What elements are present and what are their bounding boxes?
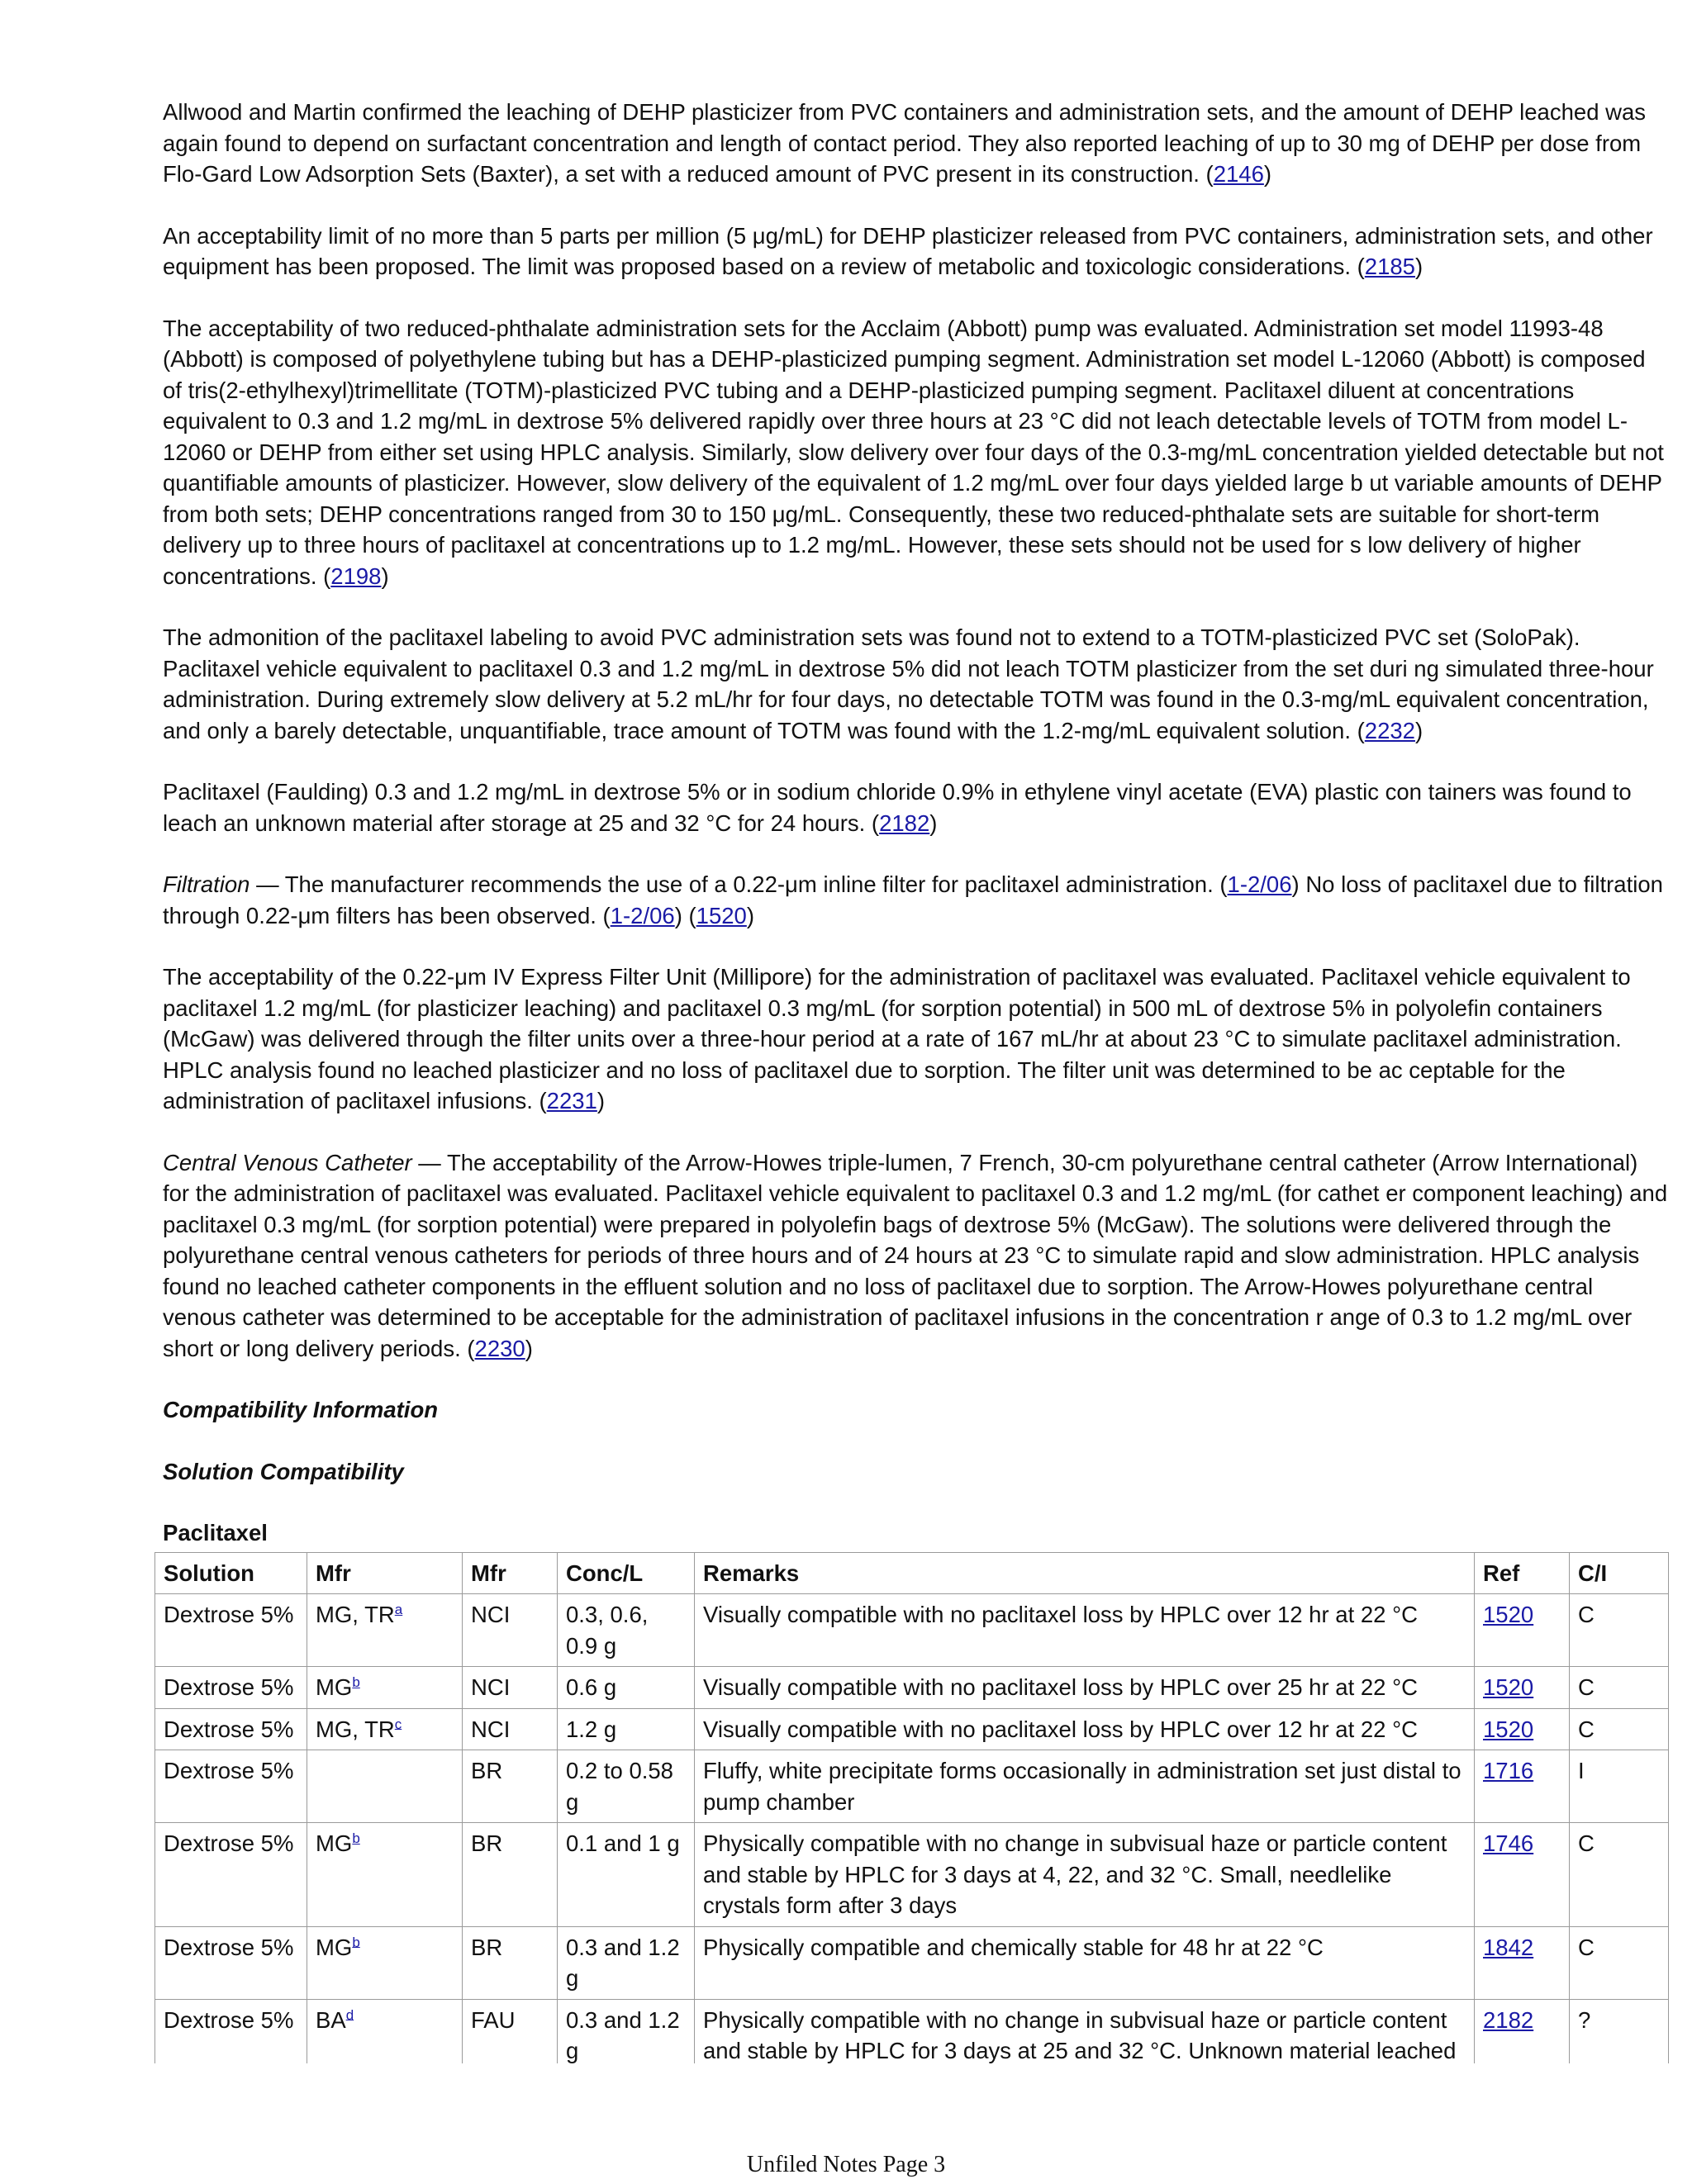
- paragraph-totm-set: [163, 622, 1668, 746]
- cell-mfr: [307, 1999, 463, 2072]
- mfr-text: BA: [316, 2006, 346, 2033]
- paragraph-tail: ): [1414, 254, 1423, 279]
- table-row: [155, 1823, 1669, 1927]
- paragraph-text: Allwood and Martin confirmed the leaching of DEHP plasticizer from PVC containers and administration sets, and the amount of DEHP leached was again found to depend on surfactant concentration and length of contact period. They also reported leaching of up to 30 mg of DEHP per dose from Flo-Gard Low Adsorption Sets (Baxter), a set with a reduced amount of PVC present in its construction. (: [163, 99, 1647, 187]
- cell-solution: Dextrose 5%: [155, 1708, 307, 1750]
- reference-link[interactable]: 2146: [1213, 161, 1264, 187]
- paragraph-text: Paclitaxel (Faulding) 0.3 and 1.2 mg/mL in dextrose 5% or in sodium chloride 0.9% in ethylene vinyl acetate (EVA) plastic con tainers was found to leach an unknown material after storage at 25 and 32 °C for 24 hours. (: [163, 779, 1632, 836]
- paragraph-tail: ): [596, 1088, 606, 1113]
- reference-link[interactable]: 1746: [1483, 1830, 1534, 1856]
- cvc-lead: Central Venous Catheter: [163, 1149, 412, 1175]
- table-row: [155, 1594, 1669, 1667]
- cell-ref: [1475, 1594, 1570, 1667]
- reference-link[interactable]: 1520: [1483, 1602, 1534, 1627]
- column-header-solution: Solution: [155, 1552, 307, 1594]
- paragraph-tail: ): [1263, 161, 1272, 187]
- cell-mfr: FAU: [463, 1999, 558, 2072]
- cell-remarks: Physically compatible with no change in subvisual haze or particle content and stable by HPLC for 3 days at 4, 22, and 32 °C. Small, needlelike crystals form after 3 days: [695, 1823, 1475, 1927]
- paragraph-tail: ): [381, 563, 389, 589]
- cell-conc: 0.3 and 1.2 g: [558, 1999, 695, 2072]
- paragraph-tail: ): [1414, 717, 1423, 743]
- paragraph-tail: ): [929, 810, 938, 836]
- cell-conc: 0.2 to 0.58 g: [558, 1750, 695, 1823]
- paragraph-dehp-leaching: [163, 97, 1668, 190]
- cell-mfr: [307, 1667, 463, 1709]
- cell-mfr: [307, 1594, 463, 1667]
- cell-solution: Dextrose 5%: [155, 1926, 307, 1999]
- cell-mfr: BR: [463, 1926, 558, 1999]
- reference-link[interactable]: 2185: [1364, 254, 1415, 279]
- cell-mfr: NCI: [463, 1594, 558, 1667]
- cell-mfr: BR: [463, 1823, 558, 1927]
- cell-ci: C: [1570, 1667, 1669, 1709]
- cell-solution: Dextrose 5%: [155, 1667, 307, 1709]
- table-title: Paclitaxel: [163, 1520, 268, 1545]
- footnote-marker: [352, 1674, 359, 1690]
- paragraph-text: ) (: [674, 902, 696, 928]
- reference-link[interactable]: 1520: [1483, 1716, 1534, 1742]
- cell-mfr: NCI: [463, 1708, 558, 1750]
- filtration-lead: Filtration: [163, 871, 250, 897]
- cell-mfr: [307, 1926, 463, 1999]
- paragraph-text: The admonition of the paclitaxel labeling to avoid PVC administration sets was found not to extend to a TOTM-plasticized PVC set (SoloPak). Paclitaxel vehicle equivalent to paclitaxel 0.3 and 1.2 mg/mL in dextrose 5% did not leach TOTM plasticizer from the set duri ng simulated three-hour administration. During extremely slow delivery at 5.2 mL/hr for four days, no detectable TOTM was found in the 0.3-mg/mL equivalent concentration, and only a barely detectable, unquantifiable, trace amount of TOTM was found with the 1.2-mg/mL equivalent solution. (: [163, 624, 1654, 743]
- table-row: [155, 1926, 1669, 1999]
- column-header-mfr: Mfr: [307, 1552, 463, 1594]
- cell-mfr: NCI: [463, 1667, 558, 1709]
- document-body: [163, 97, 1668, 2072]
- column-header-mfr: Mfr: [463, 1552, 558, 1594]
- mfr-text: MG: [316, 1830, 353, 1856]
- cell-conc: 0.6 g: [558, 1667, 695, 1709]
- cell-ref: [1475, 1926, 1570, 1999]
- reference-link[interactable]: 1520: [1483, 1674, 1534, 1700]
- reference-link[interactable]: 2182: [1483, 2006, 1534, 2033]
- cell-conc: 0.1 and 1 g: [558, 1823, 695, 1927]
- mfr-text: MG: [316, 1674, 353, 1700]
- table-body: [155, 1594, 1669, 2072]
- cell-remarks: Physically compatible with no change in subvisual haze or particle content and stable by HPLC for 3 days at 25 and 32 °C. Unknown material leached: [695, 1999, 1475, 2072]
- footnote-marker: [352, 1934, 359, 1949]
- footnote-marker: [346, 2006, 354, 2022]
- mfr-text: MG: [316, 1934, 353, 1960]
- cell-ci: C: [1570, 1708, 1669, 1750]
- footnote-link[interactable]: b: [352, 1934, 360, 1950]
- cell-conc: 0.3 and 1.2 g: [558, 1926, 695, 1999]
- reference-link[interactable]: 1716: [1483, 1758, 1534, 1783]
- cell-ci: I: [1570, 1750, 1669, 1823]
- cell-ref: [1475, 1708, 1570, 1750]
- cell-solution: Dextrose 5%: [155, 1999, 307, 2072]
- heading-solution-compatibility: Solution Compatibility: [163, 1458, 404, 1484]
- cell-ci: C: [1570, 1926, 1669, 1999]
- cell-remarks: Fluffy, white precipitate forms occasionally in administration set just distal to pump chamber: [695, 1750, 1475, 1823]
- cell-mfr: [307, 1823, 463, 1927]
- paragraph-reduced-phthalate-sets: [163, 313, 1668, 592]
- mfr-text: MG, TR: [316, 1602, 395, 1627]
- paragraph-text: An acceptability limit of no more than 5 parts per million (5 μg/mL) for DEHP plasticizer released from PVC containers, administration sets, and other equipment has been proposed. The limit was proposed based on a review of metabolic and toxicologic considerations. (: [163, 222, 1653, 279]
- cell-ci: C: [1570, 1594, 1669, 1667]
- cell-remarks: Visually compatible with no paclitaxel loss by HPLC over 12 hr at 22 °C: [695, 1708, 1475, 1750]
- cell-ref: [1475, 1750, 1570, 1823]
- footnote-link[interactable]: d: [345, 2006, 354, 2023]
- reference-link[interactable]: 1-2/06: [1227, 871, 1292, 897]
- cell-ref: [1475, 1999, 1570, 2072]
- cell-conc: 0.3, 0.6, 0.9 g: [558, 1594, 695, 1667]
- cell-solution: Dextrose 5%: [155, 1750, 307, 1823]
- paragraph-text: The acceptability of the 0.22-μm IV Express Filter Unit (Millipore) for the administration of paclitaxel was evaluated. Paclitaxel vehicle equivalent to paclitaxel 1.2 mg/mL (for plasticizer leaching) and paclitaxel 0.3 mg/mL (for sorption potential) in 500 mL of dextrose 5% in polyolefin containers (McGaw) was delivered through the filter units over a three-hour period at a rate of 167 mL/hr at about 23 °C to simulate paclitaxel administration. HPLC analysis found no leached plasticizer and no loss of paclitaxel due to sorption. The filter unit was determined to be ac ceptable for the administration of paclitaxel infusions. (: [163, 964, 1631, 1113]
- cell-ref: [1475, 1823, 1570, 1927]
- paragraph-central-venous-catheter: [163, 1147, 1668, 1365]
- footnote-marker: [395, 1602, 402, 1617]
- paragraph-eva-containers: [163, 776, 1668, 838]
- paragraph-tail: ): [746, 902, 755, 928]
- reference-link[interactable]: 2231: [546, 1088, 597, 1113]
- cell-ci: C: [1570, 1823, 1669, 1927]
- column-header-ci: C/I: [1570, 1552, 1669, 1594]
- table-row: [155, 1667, 1669, 1709]
- cell-remarks: Visually compatible with no paclitaxel loss by HPLC over 12 hr at 22 °C: [695, 1594, 1475, 1667]
- cell-ci: ?: [1570, 1999, 1669, 2072]
- paragraph-filtration: [163, 869, 1668, 931]
- footnote-link[interactable]: c: [394, 1716, 402, 1732]
- table-row: [155, 1708, 1669, 1750]
- table-header-row: [155, 1552, 1669, 1594]
- paragraph-acceptability-limit: [163, 221, 1668, 282]
- paragraph-text: The acceptability of two reduced-phthalate administration sets for the Acclaim (Abbott) pump was evaluated. Administration set model 11993-48 (Abbott) is composed of polyethylene tubing but has a DEHP-plasticized pumping segment. Administration set model L-12060 (Abbott) is composed of tris(2-ethylhexyl)trimellitate (TOTM)-plasticized PVC tubing and a DEHP-plasticized pumping segment. Paclitaxel diluent at concentrations equivalent to 0.3 and 1.2 mg/mL in dextrose 5% delivered rapidly over three hours at 23 °C did not leach detectable levels of TOTM from model L-12060 or DEHP from either set using HPLC analysis. Similarly, slow delivery over four days of the 0.3-mg/mL concentration yielded detectable but not quantifiable amounts of plasticizer. However, slow delivery of the equivalent of 1.2 mg/mL over four days yielded large b ut variable amounts of DEHP from both sets; DEHP concentrations ranged from 30 to 150 μg/mL. Consequently, these two reduced-phthalate sets are suitable for short-term delivery up to three hours of paclitaxel at concentrations up to 1.2 mg/mL. However, these sets should not be used for s low delivery of higher concentrations. (: [163, 315, 1664, 589]
- column-header-remarks: Remarks: [695, 1552, 1475, 1594]
- reference-link[interactable]: 2182: [879, 810, 930, 836]
- paragraph-text: — The manufacturer recommends the use of a 0.22-μm inline filter for paclitaxel administration. (: [250, 871, 1228, 897]
- cell-mfr: BR: [463, 1750, 558, 1823]
- cell-mfr: [307, 1708, 463, 1750]
- mfr-text: MG, TR: [316, 1716, 395, 1742]
- solution-compatibility-table: [154, 1552, 1669, 2072]
- page-footer: Unfiled Notes Page 3: [746, 2152, 946, 2177]
- cell-solution: Dextrose 5%: [155, 1594, 307, 1667]
- cell-remarks: Physically compatible and chemically stable for 48 hr at 22 °C: [695, 1926, 1475, 1999]
- reference-link[interactable]: 2232: [1364, 717, 1415, 743]
- paragraph-tail: ): [525, 1335, 533, 1361]
- footnote-link[interactable]: a: [394, 1601, 403, 1617]
- reference-link[interactable]: 1-2/06: [610, 902, 675, 928]
- cell-ref: [1475, 1667, 1570, 1709]
- paragraph-filter-unit: [163, 961, 1668, 1117]
- footnote-marker: [352, 1830, 359, 1846]
- table-row: [155, 1750, 1669, 1823]
- column-header-ref: Ref: [1475, 1552, 1570, 1594]
- heading-compatibility-information: Compatibility Information: [163, 1397, 439, 1422]
- table-row: [155, 1999, 1669, 2072]
- footnote-link[interactable]: b: [352, 1674, 360, 1690]
- reference-link[interactable]: 2230: [474, 1335, 525, 1361]
- cell-solution: Dextrose 5%: [155, 1823, 307, 1927]
- cell-mfr: [307, 1750, 463, 1823]
- paragraph-text: — The acceptability of the Arrow-Howes triple-lumen, 7 French, 30-cm polyurethane central catheter (Arrow International) for the administration of paclitaxel was evaluated. Paclitaxel vehicle equivalent to paclitaxel 0.3 and 1.2 mg/mL (for cathet er component leaching) and paclitaxel 0.3 mg/mL (for sorption potential) were prepared in polyolefin bags of dextrose 5% (McGaw). The solutions were delivered through the polyurethane central venous catheters for periods of three hours and of 24 hours at 23 °C to simulate rapid and slow administration. HPLC analysis found no leached catheter components in the effluent solution and no loss of paclitaxel due to sorption. The Arrow-Howes polyurethane central venous catheter was determined to be acceptable for the administration of paclitaxel infusions in the concentration r ange of 0.3 to 1.2 mg/mL over short or long delivery periods. (: [163, 1149, 1668, 1361]
- reference-link[interactable]: 1842: [1483, 1934, 1534, 1960]
- reference-link[interactable]: 1520: [696, 902, 747, 928]
- footnote-link[interactable]: b: [352, 1830, 360, 1846]
- cell-conc: 1.2 g: [558, 1708, 695, 1750]
- column-header-conc: Conc/L: [558, 1552, 695, 1594]
- reference-link[interactable]: 2198: [330, 563, 382, 589]
- footnote-marker: [395, 1716, 402, 1731]
- cell-remarks: Visually compatible with no paclitaxel loss by HPLC over 25 hr at 22 °C: [695, 1667, 1475, 1709]
- paragraph-text: ) No loss of paclitaxel due to filtration through 0.22-μm filters has been observed. (: [163, 871, 1663, 928]
